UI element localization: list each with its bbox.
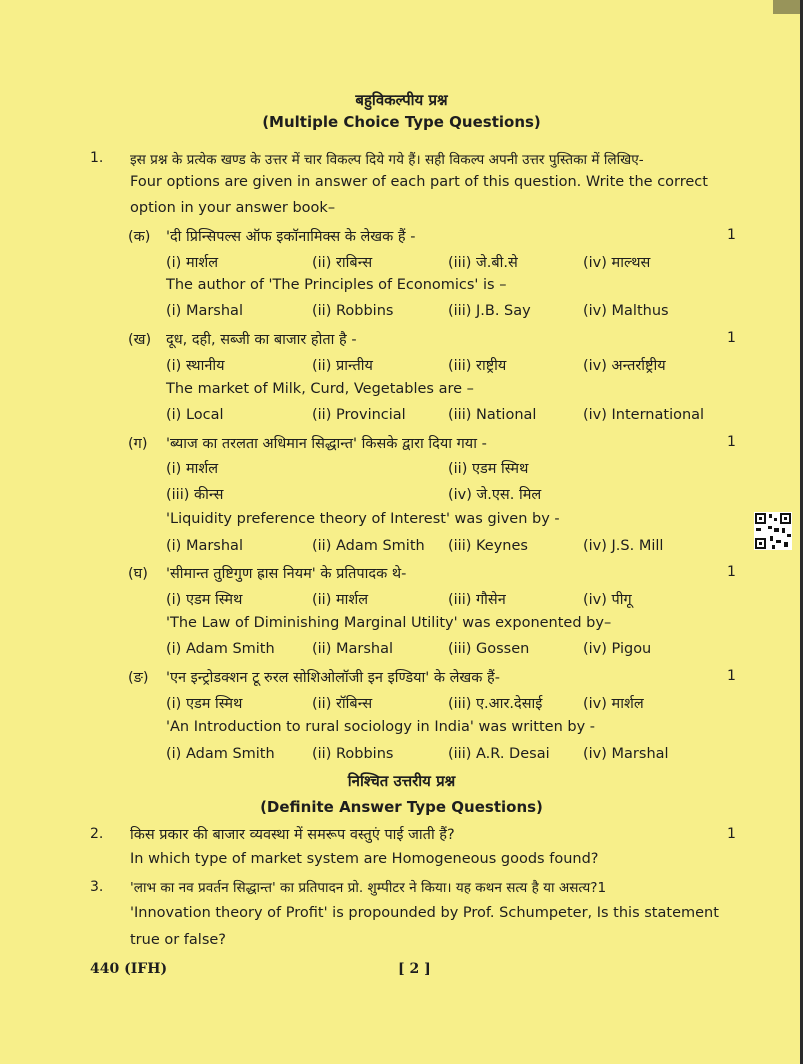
option: (iv) माल्थस [583,255,651,271]
part-text-english: 'The Law of Diminishing Marginal Utility' was exponented by– [166,615,612,631]
marks: 1 [727,668,736,684]
option: (i) Local [166,407,224,423]
option: (ii) मार्शल [312,592,369,608]
option: (iv) जे.एस. मिल [448,487,542,503]
option: (i) स्थानीय [166,358,225,374]
part-text-english: The market of Milk, Curd, Vegetables are – [166,381,474,397]
section-title-english: (Multiple Choice Type Questions) [262,113,541,131]
part-label: (ग) [128,436,148,452]
part-text-hindi: दूध, दही, सब्जी का बाजार होता है - [166,332,357,348]
question-text-hindi: 'लाभ का नव प्रवर्तन सिद्धान्त' का प्रतिपादन प्रो. शुम्पीटर ने किया। यह कथन सत्य है या असत्य?1 [130,880,607,896]
qr-code-icon [754,512,792,550]
question-text-english: Four options are given in answer of each part of this question. Write the correct [130,174,708,190]
paper-code: 440 (IFH) [90,961,168,977]
scan-corner-mark [773,0,803,14]
option: (iv) Malthus [583,303,669,319]
page-number: [ 2 ] [398,961,431,977]
option: (iii) ए.आर.देसाई [448,696,543,712]
part-text-english: The author of 'The Principles of Economics' is – [166,277,507,293]
option: (iii) कीन्स [166,487,224,503]
option: (i) Adam Smith [166,746,275,762]
option: (iv) Marshal [583,746,669,762]
option: (ii) Robbins [312,746,394,762]
part-text-english: 'Liquidity preference theory of Interest' was given by - [166,511,560,527]
option: (i) एडम स्मिथ [166,592,243,608]
option: (i) Adam Smith [166,641,275,657]
question-text-english: In which type of market system are Homogeneous goods found? [130,851,599,867]
option: (i) एडम स्मिथ [166,696,243,712]
marks: 1 [727,330,736,346]
option: (ii) रॉबिन्स [312,696,373,712]
option: (iv) मार्शल [583,696,644,712]
part-text-hindi: 'ब्याज का तरलता अधिमान सिद्धान्त' किसके द्वारा दिया गया - [166,436,487,452]
option: (iv) पीगू [583,592,632,608]
option: (ii) Adam Smith [312,538,425,554]
question-text-english: 'Innovation theory of Profit' is propounded by Prof. Schumpeter, Is this statement [130,905,719,921]
marks: 1 [727,564,736,580]
question-number: 3. [90,879,104,895]
option: (ii) एडम स्मिथ [448,461,529,477]
option: (ii) प्रान्तीय [312,358,373,374]
option: (i) मार्शल [166,461,219,477]
part-label: (ख) [128,332,152,348]
question-number: 1. [90,150,104,166]
option: (iii) Keynes [448,538,528,554]
section-title-hindi: बहुविकल्पीय प्रश्न [355,91,448,109]
option: (iii) गौसेन [448,592,506,608]
option: (iv) अन्तर्राष्ट्रीय [583,358,666,374]
marks: 1 [727,227,736,243]
option: (iii) राष्ट्रीय [448,358,507,374]
part-label: (घ) [128,566,148,582]
section-title-english: (Definite Answer Type Questions) [260,798,543,816]
part-text-hindi: 'एन इन्ट्रोडक्शन टू रुरल सोशिओलॉजी इन इण्डिया' के लेखक हैं- [166,670,500,686]
option: (iii) A.R. Desai [448,746,550,762]
part-text-hindi: 'सीमान्त तुष्टिगुण ह्रास नियम' के प्रतिपादक थे- [166,566,407,582]
part-text-english: 'An Introduction to rural sociology in India' was written by - [166,719,595,735]
option: (i) Marshal [166,303,243,319]
option: (ii) Provincial [312,407,406,423]
question-text-english-cont: option in your answer book– [130,200,336,216]
section-title-hindi: निश्चित उत्तरीय प्रश्न [347,772,456,790]
option: (iii) National [448,407,537,423]
marks: 1 [727,826,736,842]
option: (iii) जे.बी.से [448,255,518,271]
question-text-hindi: इस प्रश्न के प्रत्येक खण्ड के उत्तर में चार विकल्प दिये गये हैं। सही विकल्प अपनी उत्तर पुस्तिका में लिखिए- [130,152,644,168]
option: (iii) Gossen [448,641,530,657]
option: (iii) J.B. Say [448,303,531,319]
option: (i) Marshal [166,538,243,554]
option: (i) मार्शल [166,255,219,271]
part-label: (ङ) [128,670,149,686]
question-text-hindi: किस प्रकार की बाजार व्यवस्था में समरूप वस्तुएं पाई जाती हैं? [130,827,455,843]
option: (iv) International [583,407,705,423]
part-text-hindi: 'दी प्रिन्सिपल्स ऑफ इकॉनामिक्स के लेखक हैं - [166,229,416,245]
option: (iv) J.S. Mill [583,538,664,554]
option: (iv) Pigou [583,641,652,657]
question-number: 2. [90,826,104,842]
question-text-english-cont: true or false? [130,932,226,948]
option: (ii) Marshal [312,641,393,657]
marks: 1 [727,434,736,450]
option: (ii) राबिन्स [312,255,373,271]
part-label: (क) [128,229,151,245]
option: (ii) Robbins [312,303,394,319]
